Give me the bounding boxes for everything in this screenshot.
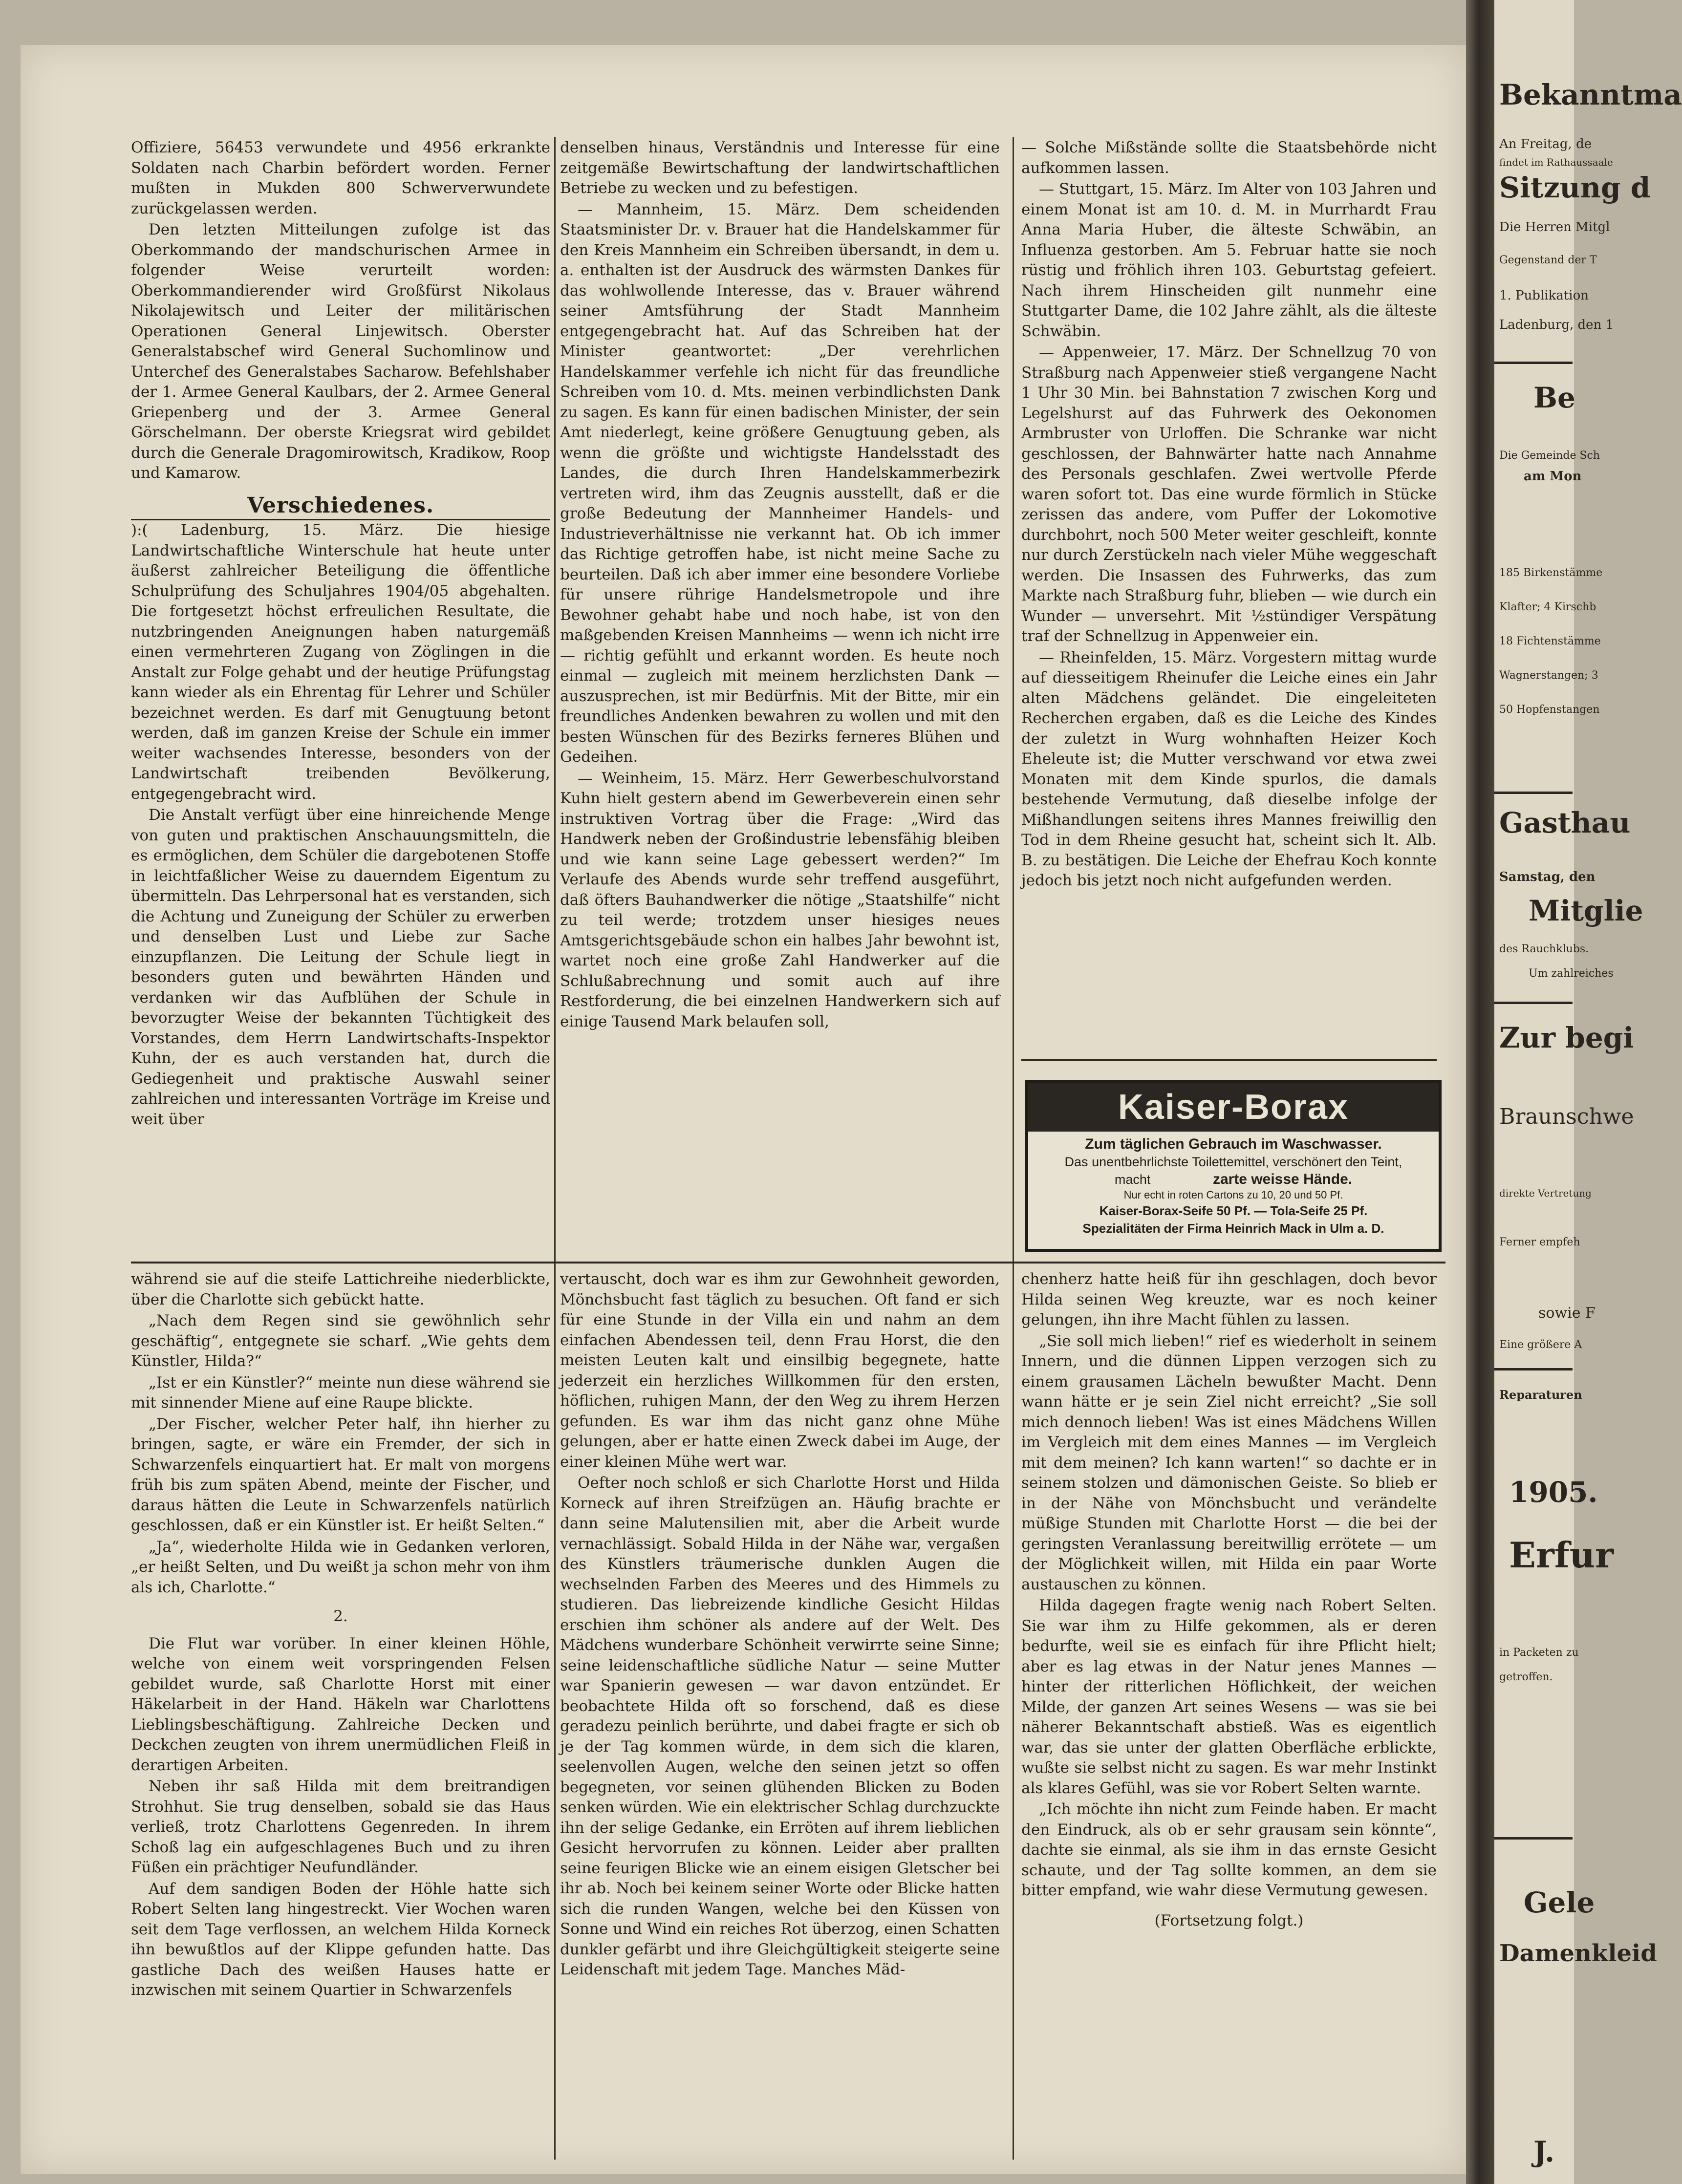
chapter-number: 2. <box>333 1607 348 1625</box>
adjacent-page-fragment <box>1494 0 1682 2184</box>
paragraph: — Appenweier, 17. März. Der Schnellzug 70 von Straßburg nach Appenweier stieß vergangene Nacht 1 Uhr 30 Min. bei Bahnstation 7 zwischen Korg und Legelshurst auf das Fuhrwerk des Oekonomen Armbruster von Urloffen. Die Schranke war nicht geschlossen, der Bahnwärter hatte nach Annahme des Personals geschlafen. Zwei wertvolle Pferde waren sofort tot. Das eine wurde förmlich in Stücke zerissen das andere, vom Puffer der Lokomotive durchbohrt, noch 500 Meter weiter geschleift, konnte nur durch Zerstückeln nach vieler Mühe weggeschaft werden. Die Insassen des Fuhrwerks, das zum Markte nach Straßburg fuhr, blieben — wie durch ein Wunder — unversehrt. Mit ½stündiger Verspätung traf der Schnellzug in Appenweier ein. <box>1021 343 1437 645</box>
np-rule <box>1494 792 1573 794</box>
paragraph: Auf dem sandigen Boden der Höhle hatte sich Robert Selten lang hingestreckt. Vier Wochen waren seit dem Tage verflossen, an welchem Hilda Korneck ihn bewußtlos auf der Klippe gefunden hatte. Das gastliche Dach des weißen Hauses hatte er inzwischen mit seinem Quartier in Schwarzenfels <box>131 1880 550 1999</box>
ad-line: Spezialitäten der Firma Heinrich Mack in Ulm a. D. <box>1082 1221 1384 1236</box>
np-rule <box>1494 1368 1573 1370</box>
np-line: Ferner empfeh <box>1499 1236 1580 1248</box>
paragraph: ):( Ladenburg, 15. März. Die hiesige Landwirtschaftliche Winterschule hat heute unter äußerst zahlreicher Beteiligung die öffentliche Schulprüfung des Schuljahres 1904/05 abgehalten. Die fortgesetzt höchst erfreulichen Resultate, die nutzbringenden Aneignungen haben naturgemäß einen vermehrteren Zugang von Zöglingen in die Anstalt zur Folge gehabt und der heutige Prüfungstag kann wieder als ein Ehrentag für Lehrer und Schüler bezeichnet werden. Es darf mit Genugtuung betont werden, daß im ganzen Kreise der Schule ein immer weiter wachsendes Interesse, besonders von der Landwirtschaft treibenden Bevölkerung, entgegengebracht wird. <box>131 521 550 803</box>
np-line: 185 Birkenstämme <box>1499 567 1603 579</box>
section-heading: Verschiedenes. <box>247 492 434 518</box>
paragraph: Den letzten Mitteilungen zufolge ist das Oberkommando der mandschurischen Armee in folgender Weise verurteilt worden: Oberkommandierender wird Großfürst Nikolaus Nikolajewitsch und Leiter der militärischen Operationen General Linjewitsch. Oberster Generalstabschef wird General Suchomlinow und Unterchef des Generalstabes Sacharow. Befehlshaber der 1. Armee General Kaulbars, der 2. Armee General Griepenberg und der 3. Armee General Görschelmann. Der oberste Kriegsrat wird gebildet durch die Generale Dragomirowitsch, Kradikow, Roop und Kamarow. <box>131 221 550 482</box>
np-line: 50 Hopfenstangen <box>1499 704 1600 716</box>
np-line: J. <box>1533 2135 1555 2168</box>
paragraph: Offiziere, 56453 verwundete und 4956 erkrankte Soldaten nach Charbin befördert worden. Ferner mußten in Mukden 800 Schwerverwundete zurückgelassen werden. <box>131 139 550 217</box>
np-rule <box>1494 1837 1573 1840</box>
np-line: 1. Publikation <box>1499 288 1589 303</box>
np-line: Samstag, den <box>1499 870 1596 884</box>
np-line: Eine größere A <box>1499 1339 1582 1351</box>
feuilleton-rule <box>131 1262 1445 1263</box>
paragraph: „Ja“, wiederholte Hilda wie in Gedanken verloren, „er heißt Selten, und Du weißt ja schon mehr von ihm als ich, Charlotte.“ <box>131 1538 550 1596</box>
np-line: getroffen. <box>1499 1671 1553 1683</box>
np-line: Um zahlreiches <box>1529 967 1614 980</box>
np-line: Reparaturen <box>1499 1388 1582 1402</box>
ad-line-part: macht <box>1114 1172 1151 1187</box>
np-line: Damenkleid <box>1499 1940 1657 1967</box>
ad-line: Zum täglichen Gebrauch im Waschwasser. <box>1085 1136 1382 1152</box>
paragraph: — Stuttgart, 15. März. Im Alter von 103 Jahren und einem Monat ist am 10. d. M. in Murrhardt Frau Anna Maria Huber, die älteste Schwäbin, an Influenza gestorben. Am 5. Februar hatte sie noch rüstig und fröhlich ihren 103. Geburtstag gefeiert. Nach ihrem Hinscheiden gilt nunmehr eine Stuttgarter Dame, die 102 Jahre zählt, als die älteste Schwäbin. <box>1021 180 1437 340</box>
np-line: Be <box>1533 381 1575 414</box>
ad-line-part: zarte weisse Hände. <box>1212 1171 1353 1187</box>
np-line: des Rauchklubs. <box>1499 943 1589 955</box>
paragraph: Neben ihr saß Hilda mit dem breitrandigen Strohhut. Sie trug denselben, sobald sie das Haus verließ, trotz Charlottens Gegenreden. In ihrem Schoß lag ein aufgeschlagenes Buch und zu ihren Füßen ein prächtiger Neufundländer. <box>131 1777 550 1876</box>
kaiser-borax-ad <box>1025 1080 1442 1252</box>
np-line: Klafter; 4 Kirschb <box>1499 601 1596 613</box>
np-line: Mitglie <box>1529 894 1643 927</box>
paragraph: „Ist er ein Künstler?“ meinte nun diese während sie mit sinnender Miene auf eine Raupe blickte. <box>131 1373 550 1412</box>
top-column-1 <box>131 138 550 1131</box>
feuilleton-column-3 <box>1021 1269 1437 1931</box>
paragraph: — Weinheim, 15. März. Herr Gewerbeschulvorstand Kuhn hielt gestern abend im Gewerbeverein einen sehr instruktiven Vortrag über die Frage: „Wird das Handwerk neben der Großindustrie lebensfähig bleiben und wie kann seine Lage gebessert werden?“ Im Verlaufe des Abends wurde sehr treffend ausgeführt, daß öfters Bauhandwerker die nötige „Staatshilfe“ nicht zu teil werde; trotzdem unser hiesiges neues Amtsgerichtsgebäude schon ein halbes Jahr bewohnt ist, wartet noch eine große Zahl Handwerker auf die Schlußabrechnung und somit auch auf ihre Restforderung, die bei einzelnen Handwerkern sich auf einige Tausend Mark belaufen soll, <box>560 769 1000 1030</box>
np-line: Sitzung d <box>1499 171 1651 204</box>
column-rule-1 <box>554 137 556 2160</box>
np-rule <box>1494 362 1573 364</box>
paragraph: — Solche Mißstände sollte die Staatsbehörde nicht aufkommen lassen. <box>1021 139 1437 177</box>
paragraph: Oefter noch schloß er sich Charlotte Horst und Hilda Korneck auf ihren Streifzügen an. Häufig brachte er dann seine Malutensilien mit, aber die Arbeit wurde vernachlässigt. Sobald Hilda in der Nähe war, vergaßen des Künstlers träumerische dunklen Augen die wechselnden Farben des Meeres und des Himmels zu studieren. Das liebreizende kindliche Gesicht Hildas erschien ihm schöner als andere auf der Welt. Des Mädchens wunderbare Schönheit verwirrte seine Sinne; seine leidenschaftliche südliche Natur — seine Mutter war Spanierin gewesen — war davon entzündet. Er beobachtete Hilda oft so forschend, daß es diese geradezu peinlich berührte, und dabei fragte er sich ob je der Tag kommen würde, in dem sich die klaren, seelenvollen Augen, welche den seinen jetzt so offen begegneten, vor seinen glühenden Blicken zu Boden senken würden. Wie ein elektrischer Schlag durchzuckte ihn der selige Gedanke, ein Erröten auf ihrem lieblichen Gesicht hervorrufen zu können. Leider aber prallten seine feurigen Blicke wie an einem eisigen Gletscher bei ihr ab. Noch bei keinem seiner Worte oder Blicke hatten sich die runden Wangen, welche bei den Küssen von Sonne und Wind ein reiches Rot überzog, einen Schatten dunkler gefärbt und ihre Gleichgültigkeit steigerte seine Leidenschaft mit jedem Tage. Manches Mäd- <box>560 1474 1000 1978</box>
paragraph: Hilda dagegen fragte wenig nach Robert Selten. Sie war ihm zu Hilfe gekommen, als er deren bedurfte, weil sie es einfach für ihre Pflicht hielt; aber es lag etwas in der Natur jenes Mannes — hinter der ritterlichen Höflichkeit, der weichen Milde, der ganzen Art seines Wesens — was sie bei näherer Bekanntschaft abstieß. Was es eigentlich war, das sie unter der glatten Oberfläche erblickte, wußte sie selbst nicht zu sagen. Es war mehr Instinkt als klares Gefühl, was sie vor Robert Selten warnte. <box>1021 1597 1437 1797</box>
paragraph: — Mannheim, 15. März. Dem scheidenden Staatsminister Dr. v. Brauer hat die Handelskammer für den Kreis Mannheim ein Schreiben übersandt, in dem u. a. enthalten ist der Ausdruck des wärmsten Dankes für das wohlwollende Interesse, das v. Brauer während seiner Amtsführung der Stadt Mannheim entgegengebracht hat. Auf das Schreiben hat der Minister geantwortet: „Der verehrlichen Handelskammer verfehle ich nicht für das freundliche Schreiben vom 10. d. Mts. meinen verbindlichsten Dank zu sagen. Es kann für einen badischen Minister, der sein Amt niederlegt, keine größere Genugtuung geben, als wenn die größte und wichtigste Handelsstadt des Landes, die durch Ihren Handelskammerbezirk vertreten wird, ihm das Zeugnis ausstellt, daß er die große Bedeutung der Mannheimer Handels- und Industrieverhältnisse nie verkannt hat. Ob ich immer das Richtige getroffen habe, ist nicht meine Sache zu beurteilen. Daß ich aber immer eine besondere Vorliebe für unsere rührige Handelsmetropole und ihre Bewohner gehabt habe und noch habe, ist von den maßgebenden Kreisen Mannheims — wenn ich nicht irre — richtig gefühlt und erkannt worden. Es heute noch einmal — zugleich mit meinem herzlichsten Dank — auszusprechen, ist mir Bedürfnis. Mit der Bitte, mir ein freundliches Andenken bewahren zu wollen und mit den besten Wünschen für des Bezirks ferneres Blühen und Gedeihen. <box>560 200 1000 766</box>
np-line: Erfur <box>1509 1534 1614 1576</box>
feuilleton-column-2 <box>560 1269 1000 1981</box>
paragraph: Die Anstalt verfügt über eine hinreichende Menge von guten und praktischen Anschauungsmitteln, die es ermöglichen, dem Schüler die dargebotenen Stoffe in leichtfaßlicher Weise zu dauerndem Eigentum zu übermitteln. Das Lehrpersonal hat es verstanden, sich die Achtung und Zuneigung der Schüler zu erwerben und denselben Lust und Liebe zur Sache einzupflanzen. Die Leitung der Schule liegt in besonders guten und bewährten Händen und verdanken wir das Aufblühen der Schule in bevorzugter Weise der bekannten Tüchtigkeit des Vorstandes, dem Herrn Landwirtschafts-Inspektor Kuhn, der es auch verstanden hat, durch die Gediegenheit und praktische Auswahl seiner zahlreichen und interessanten Vorträge im Kreise und weit über <box>131 806 550 1128</box>
np-line: 1905. <box>1509 1476 1598 1509</box>
paragraph: „Ich möchte ihn nicht zum Feinde haben. Er macht den Eindruck, als ob er sehr grausam sein könnte“, dachte sie einmal, als sie ihm in das ernste Gesicht schaute, und der Tag sollte kommen, an dem sie bitter empfand, wie wahr diese Vermutung gewesen. <box>1021 1800 1437 1899</box>
section-rule-col3 <box>1021 1059 1437 1061</box>
np-line: 18 Fichtenstämme <box>1499 635 1601 647</box>
paragraph: „Der Fischer, welcher Peter half, ihn hierher zu bringen, sagte, er wäre ein Fremder, der sich in Schwarzenfels einquartiert hat. Er malt von morgens früh bis zum späten Abend, meinte der Fischer, und daraus hätten die Leute in Schwarzenfels natürlich geschlossen, daß er ein Künstler ist. Er heißt Selten.“ <box>131 1415 550 1534</box>
np-line: Gele <box>1524 1886 1595 1919</box>
top-column-3 <box>1021 138 1437 892</box>
np-line: Die Herren Mitgl <box>1499 220 1610 235</box>
paragraph: chenherz hatte heiß für ihn geschlagen, doch bevor Hilda seinen Weg kreuzte, war es noch keiner gelungen, ihn ihre Macht fühlen zu lassen. <box>1021 1270 1437 1328</box>
np-line: Wagnerstangen; 3 <box>1499 669 1598 682</box>
paragraph: Die Flut war vorüber. In einer kleinen Höhle, welche von einem weit vorspringenden Felsen gebildet wurde, saß Charlotte Horst mit einer Häkelarbeit in der Hand. Häkeln war Charlottens Lieblingsbeschäftigung. Zahlreiche Decken und Deckchen zeugten von ihrem unermüdlichen Fleiß in derartigen Arbeiten. <box>131 1634 550 1774</box>
np-line: Gegenstand der T <box>1499 254 1597 266</box>
ad-line: Kaiser-Borax-Seife 50 Pf. — Tola-Seife 25 Pf. <box>1099 1203 1368 1218</box>
ad-brand: Kaiser-Borax <box>1028 1083 1439 1132</box>
ad-line: Nur echt in roten Cartons zu 10, 20 und 50 Pf. <box>1123 1189 1343 1201</box>
column-rule-2 <box>1013 137 1014 2160</box>
np-line: in Packeten zu <box>1499 1647 1579 1659</box>
ad-line <box>1028 1171 1439 1188</box>
np-line: Zur begi <box>1499 1021 1634 1054</box>
continuation-note: (Fortsetzung folgt.) <box>1154 1911 1304 1929</box>
np-line: Gasthau <box>1499 806 1631 839</box>
np-line: am Mon <box>1524 469 1582 484</box>
np-line: direkte Vertretung <box>1499 1187 1592 1199</box>
np-line: findet im Rathaussaale <box>1499 156 1613 168</box>
np-line: Braunschwe <box>1499 1104 1634 1129</box>
paragraph: denselben hinaus, Verständnis und Interesse für eine zeitgemäße Bewirtschaftung der landwirtschaftlichen Betriebe zu wecken und zu befestigen. <box>560 139 1000 197</box>
feuilleton-column-1 <box>131 1269 550 2002</box>
paragraph: „Sie soll mich lieben!“ rief es wiederholt in seinem Innern, und die dünnen Lippen verzogen sich zu einem grausamen Lächeln bewußter Macht. Denn wann hätte er je sein Ziel nicht erreicht? „Sie soll mich dennoch lieben! Was ist eines Mädchens Willen im Vergleich mit dem eines Mannes — im Vergleich mit dem meinen? Ich kann warten!“ so dachte er in seinem stolzen und dämonischen Geiste. So blieb er in der Nähe von Mönchsbucht und verändelte müßige Stunden mit Charlotte Horst — die bei der geringsten Veranlassung bereitwillig errötete — um der Möglichkeit willen, mit Hilda ein paar Worte austauschen zu können. <box>1021 1332 1437 1593</box>
paragraph: — Rheinfelden, 15. März. Vorgestern mittag wurde auf diesseitigem Rheinufer die Leiche eines ein Jahr alten Mädchens geländet. Die eingeleiteten Recherchen ergaben, daß es die Leiche des Kindes der zuletzt in Wurg wohnhaften Heizer Koch Eheleute ist; die Mutter verschwand vor etwa zwei Monaten mit dem Kinde spurlos, die damals bestehende Vermutung, daß dieselbe infolge der Mißhandlungen seitens ihres Mannes freiwillig den Tod in dem Rheine gesucht hat, scheint sich lt. Alb. B. zu bestätigen. Die Leiche der Ehefrau Koch konnte jedoch bis jetzt noch nicht aufgefunden werden. <box>1021 648 1437 889</box>
paragraph: „Nach dem Regen sind sie gewöhnlich sehr geschäftig“, entgegnete sie scharf. „Wie gehts dem Künstler, Hilda?“ <box>131 1312 550 1370</box>
np-line: Bekanntma <box>1499 78 1682 111</box>
np-line: An Freitag, de <box>1499 137 1592 151</box>
top-column-2 <box>560 138 1000 1033</box>
paragraph: vertauscht, doch war es ihm zur Gewohnheit geworden, Mönchsbucht fast täglich zu besuchen. Oft fand er sich für eine Stunde in der Villa ein und nahm an dem einfachen Abendessen teil, denn Frau Horst, die den meisten Leuten kalt und einsilbig begegnete, hatte jederzeit ein herzliches Willkommen für den ersten, höflichen, ruhigen Mann, der den Weg zu ihrem Herzen gefunden. Es war ihm das nicht ganz ohne Mühe gelungen, aber er hatte einen Zweck dabei im Auge, der einer kleinen Mühe wert war. <box>560 1270 1000 1471</box>
paragraph: während sie auf die steife Lattichreihe niederblickte, über die Charlotte sich gebückt hatte. <box>131 1270 550 1308</box>
binding-gutter <box>1466 0 1494 2184</box>
np-line: Die Gemeinde Sch <box>1499 450 1600 462</box>
np-line: sowie F <box>1538 1305 1596 1322</box>
ad-line: Das unentbehrlichste Toilettemittel, verschönert den Teint, <box>1064 1155 1402 1169</box>
np-line: Ladenburg, den 1 <box>1499 318 1614 332</box>
np-rule <box>1494 1002 1573 1004</box>
